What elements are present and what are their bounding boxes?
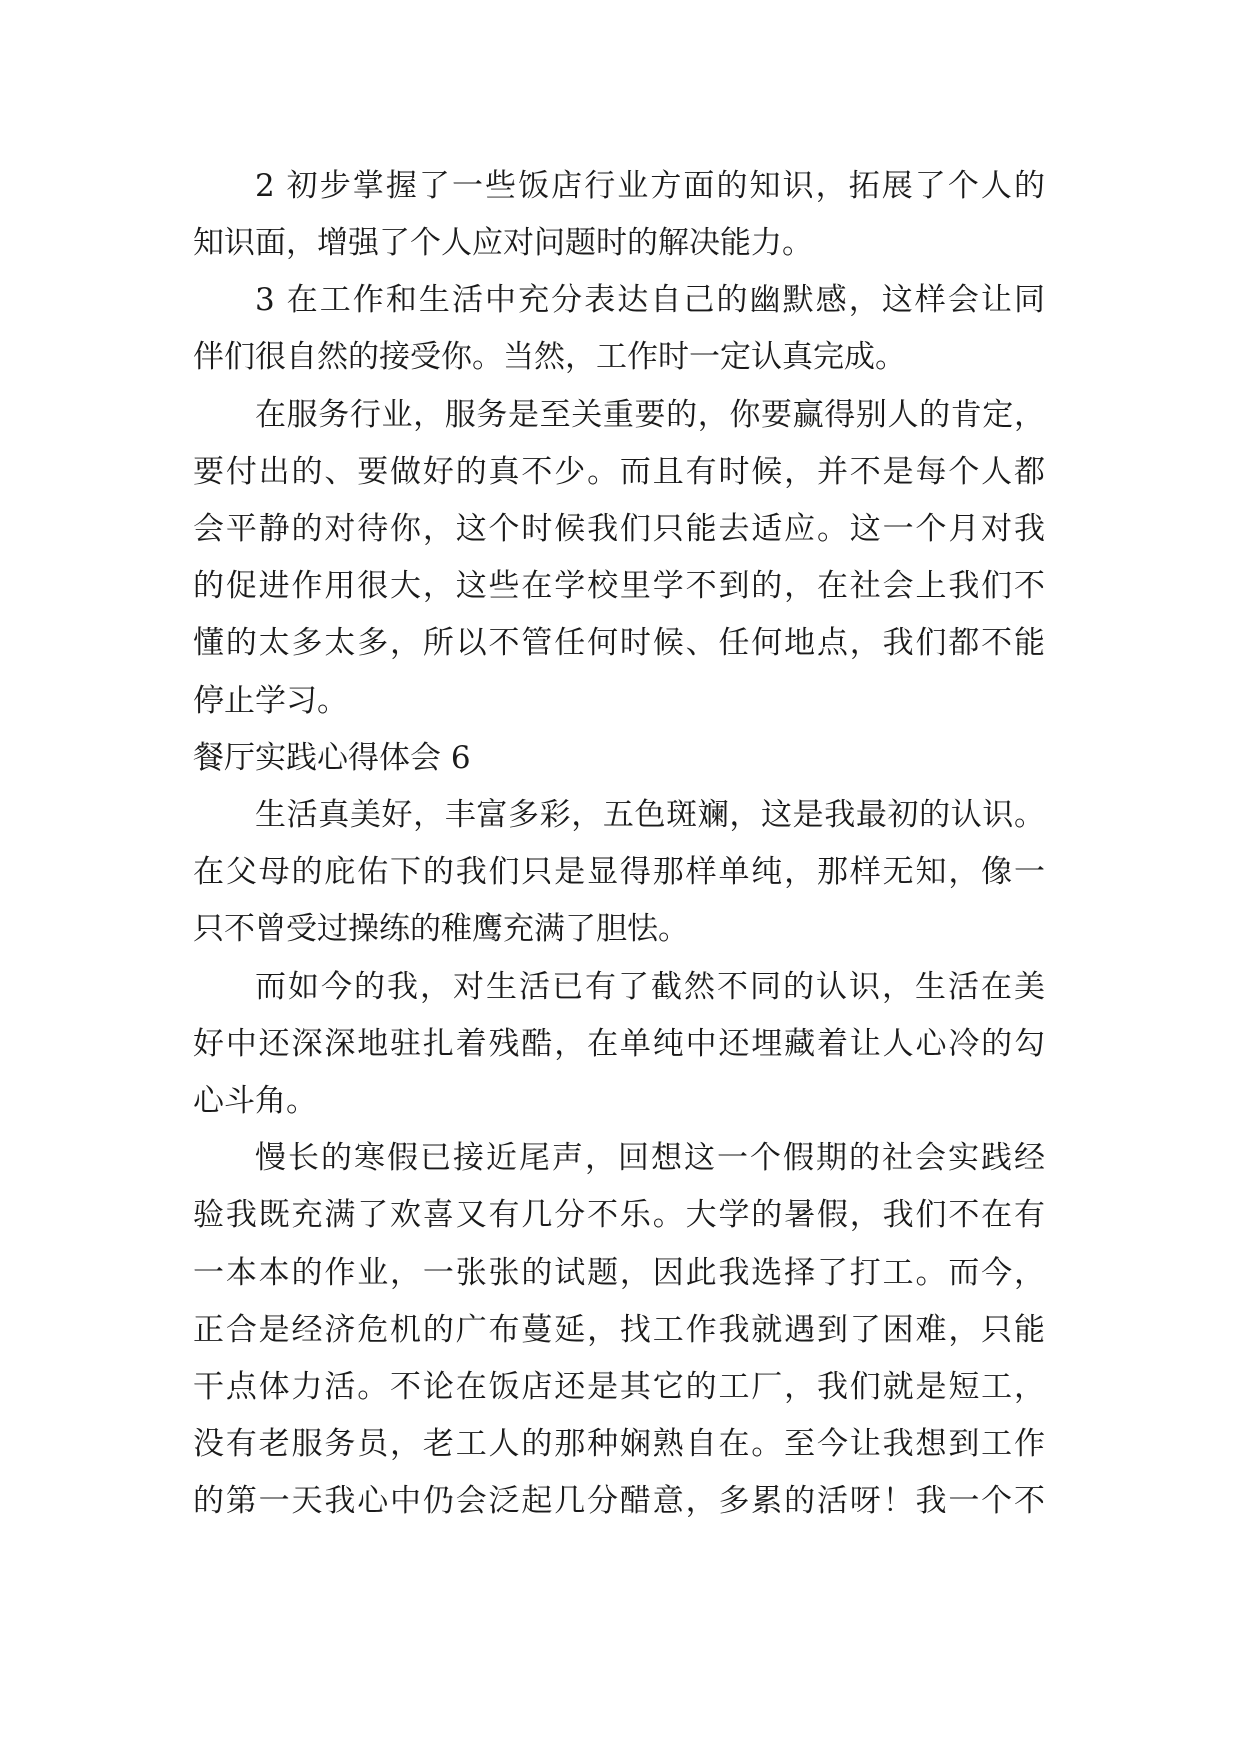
paragraph-line: 伴们很自然的接受你。当然，工作时一定认真完成。: [193, 339, 906, 375]
paragraph-line: 的促进作用很大，这些在学校里学不到的，在社会上我们不: [193, 568, 1045, 604]
paragraph-line: 在父母的庇佑下的我们只是显得那样单纯，那样无知，像一: [193, 854, 1045, 890]
paragraph-line: 慢长的寒假已接近尾声，回想这一个假期的社会实践经: [255, 1140, 1045, 1176]
paragraph-line: 一本本的作业，一张张的试题，因此我选择了打工。而今，: [193, 1255, 1045, 1291]
paragraph-line: 会平静的对待你，这个时候我们只能去适应。这一个月对我: [193, 511, 1045, 547]
paragraph-line: 3 在工作和生活中充分表达自己的幽默感，这样会让同: [255, 282, 1045, 318]
paragraph-line: 好中还深深地驻扎着残酷，在单纯中还埋藏着让人心冷的勾: [193, 1026, 1045, 1062]
paragraph-line: 验我既充满了欢喜又有几分不乐。大学的暑假，我们不在有: [193, 1197, 1045, 1233]
paragraph-line: 在服务行业，服务是至关重要的，你要赢得别人的肯定，: [255, 397, 1045, 433]
paragraph-line: 知识面，增强了个人应对问题时的解决能力。: [193, 225, 813, 261]
paragraph-line: 而如今的我，对生活已有了截然不同的认识，生活在美: [255, 969, 1045, 1005]
paragraph-line: 没有老服务员，老工人的那种娴熟自在。至今让我想到工作: [193, 1426, 1045, 1462]
paragraph-line: 生活真美好，丰富多彩，五色斑斓，这是我最初的认识。: [255, 797, 1045, 833]
section-heading: 餐厅实践心得体会 6: [193, 740, 471, 776]
paragraph-line: 正合是经济危机的广布蔓延，找工作我就遇到了困难，只能: [193, 1312, 1045, 1348]
paragraph-line: 2 初步掌握了一些饭店行业方面的知识，拓展了个人的: [255, 168, 1045, 204]
paragraph-line: 停止学习。: [193, 683, 348, 719]
paragraph-line: 要付出的、要做好的真不少。而且有时候，并不是每个人都: [193, 454, 1045, 490]
paragraph-line: 的第一天我心中仍会泛起几分醋意，多累的活呀！我一个不: [193, 1483, 1045, 1519]
paragraph-line: 心斗角。: [193, 1083, 317, 1119]
paragraph-line: 只不曾受过操练的稚鹰充满了胆怯。: [193, 911, 689, 947]
paragraph-line: 干点体力活。不论在饭店还是其它的工厂，我们就是短工，: [193, 1369, 1045, 1405]
paragraph-line: 懂的太多太多，所以不管任何时候、任何地点，我们都不能: [193, 625, 1045, 661]
